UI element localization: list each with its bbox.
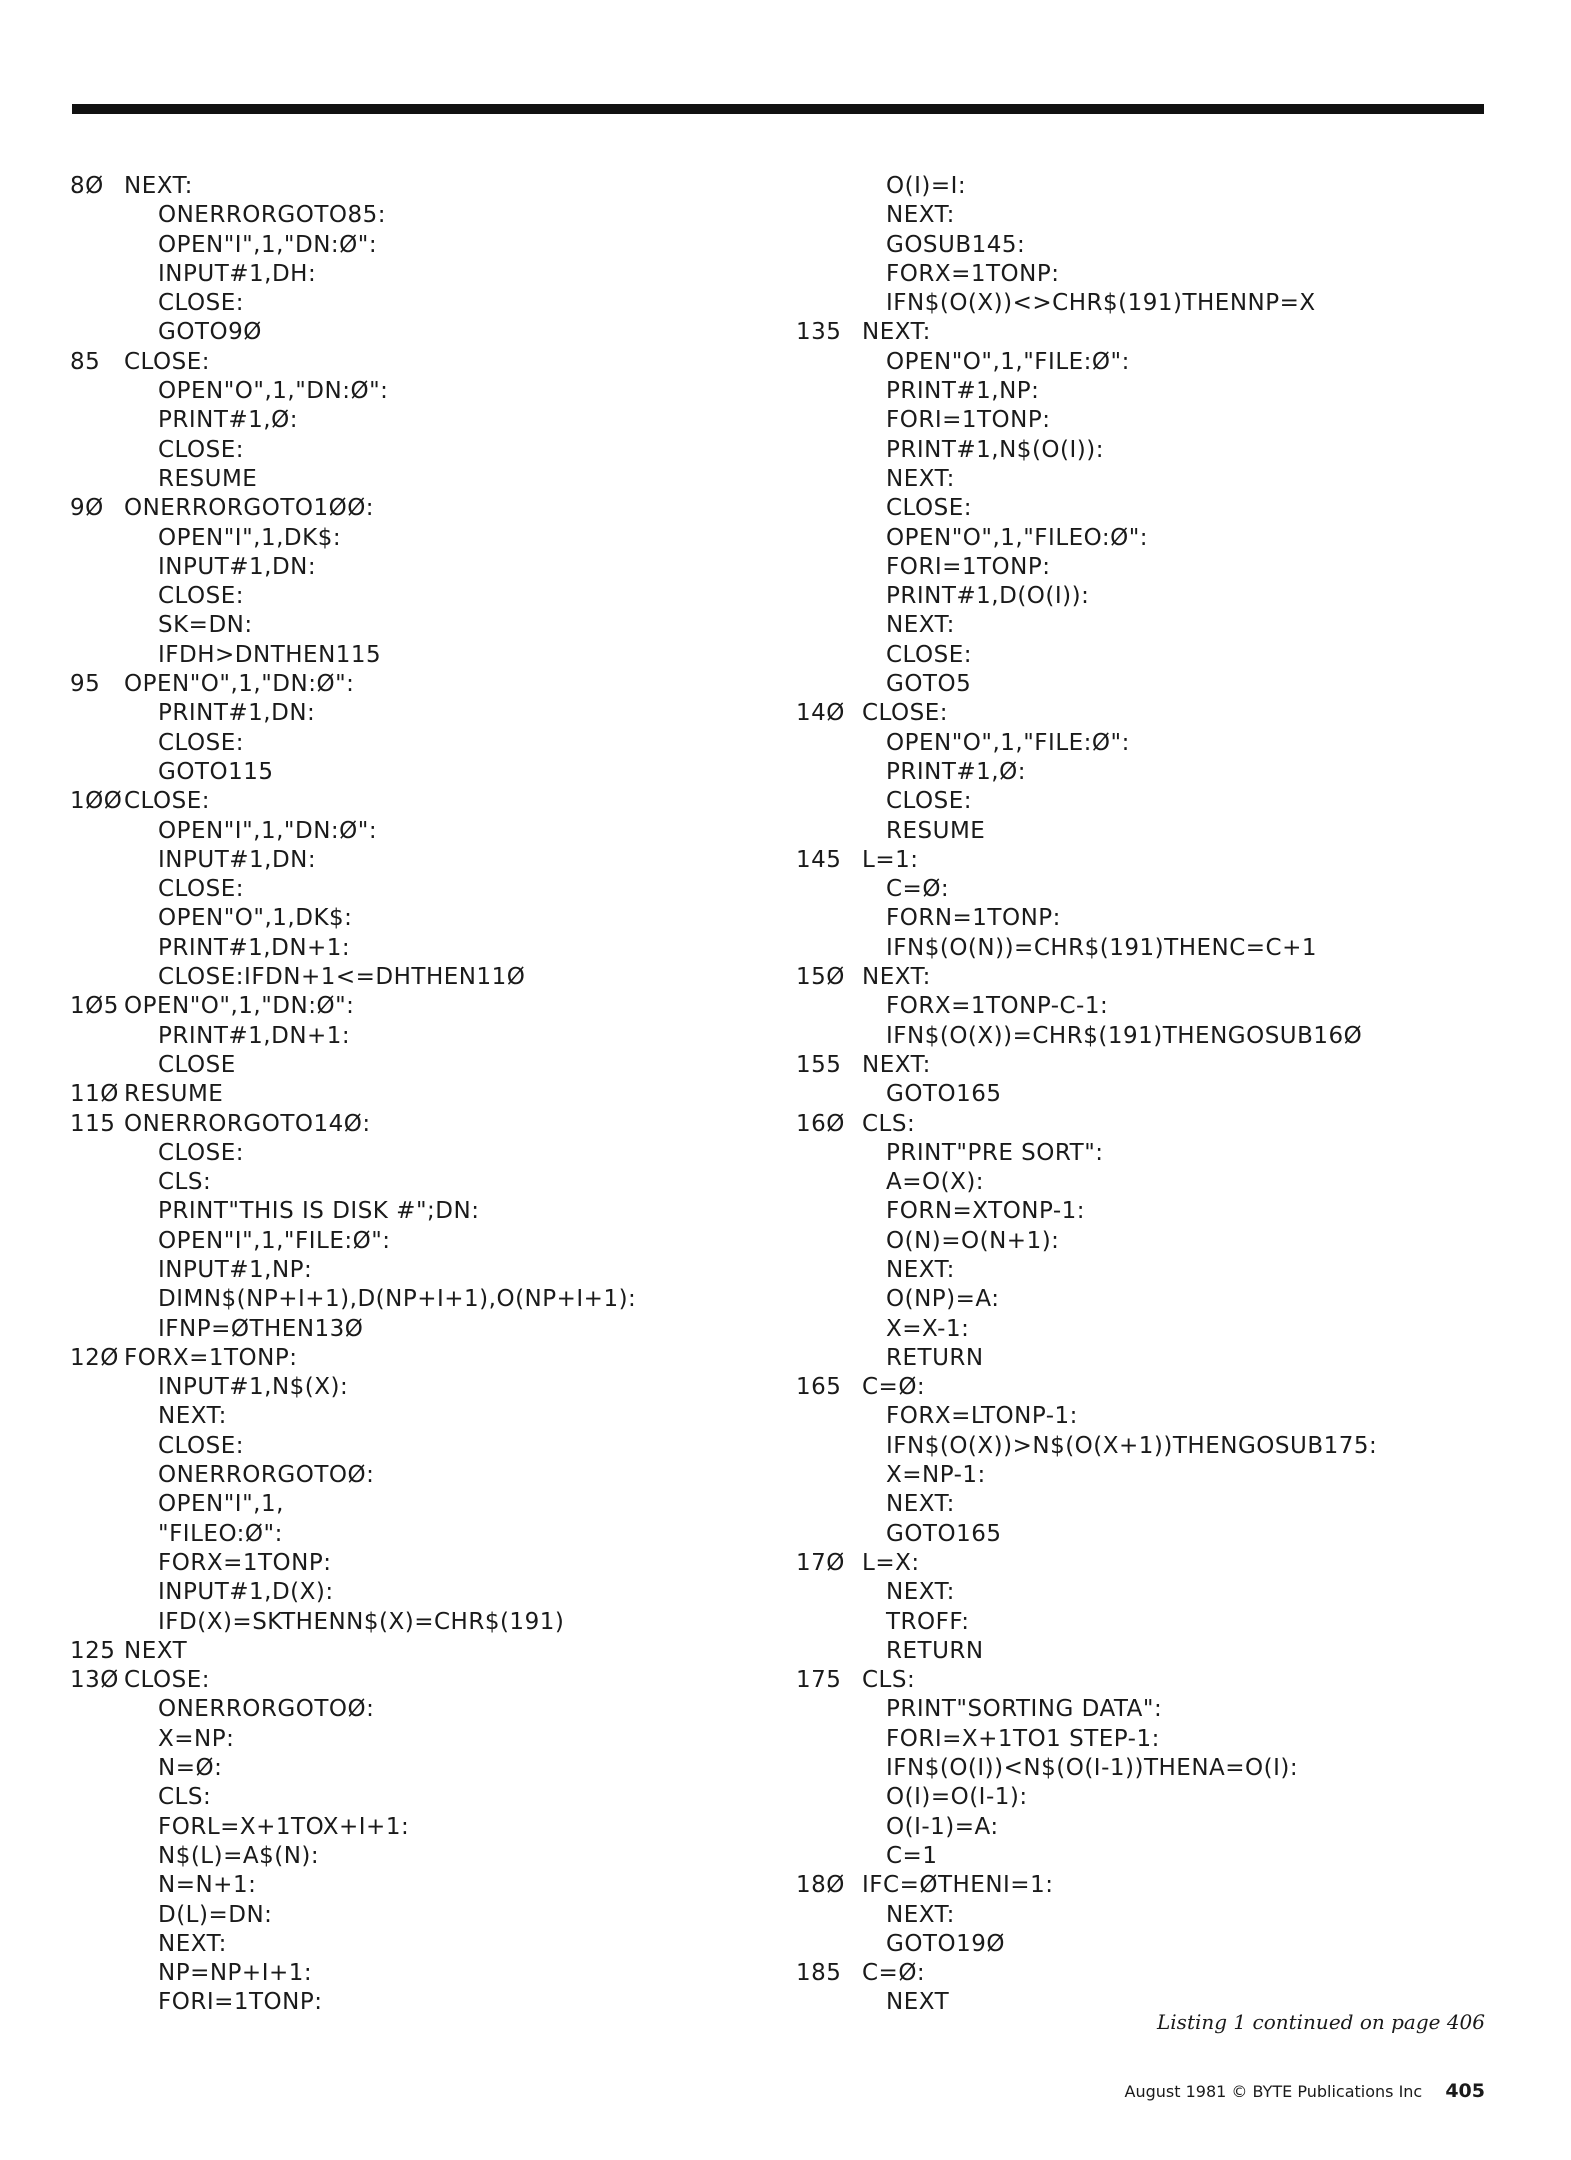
code-line	[796, 758, 1496, 787]
code-text: NEXT:	[886, 1579, 955, 1606]
code-line	[70, 611, 790, 640]
code-line	[796, 1666, 1496, 1695]
code-text: O(I-1)=A:	[886, 1813, 999, 1840]
code-line	[796, 318, 1496, 347]
code-line	[70, 787, 790, 816]
line-number: 13Ø	[70, 1667, 119, 1694]
code-text: N=N+1:	[158, 1872, 257, 1899]
code-text: CLOSE:	[124, 788, 211, 815]
code-text: CLOSE:	[158, 729, 245, 756]
code-line	[796, 1813, 1496, 1842]
code-line	[796, 465, 1496, 494]
line-number: 1Ø5	[70, 993, 119, 1020]
code-text: RETURN	[886, 1637, 984, 1664]
code-text: OPEN"O",1,"DN:Ø":	[124, 671, 355, 698]
code-line	[70, 1666, 790, 1695]
code-text: OPEN"I",1,DK$:	[158, 524, 342, 551]
code-line	[796, 699, 1496, 728]
code-line	[796, 1168, 1496, 1197]
code-text: X=NP:	[158, 1725, 235, 1752]
line-number: 17Ø	[796, 1549, 845, 1576]
code-line	[796, 1139, 1496, 1168]
code-text: FORI=1TONP:	[886, 407, 1051, 434]
code-line	[70, 1461, 790, 1490]
code-text: CLOSE:IFDN+1<=DHTHEN11Ø	[158, 964, 526, 991]
code-line	[70, 172, 790, 201]
code-text: DIMN$(NP+I+1),D(NP+I+1),O(NP+I+1):	[158, 1286, 637, 1313]
code-line	[796, 641, 1496, 670]
code-line	[70, 1022, 790, 1051]
code-line	[70, 1080, 790, 1109]
code-text: FORI=1TONP:	[886, 553, 1051, 580]
code-text: INPUT#1,NP:	[158, 1256, 313, 1283]
code-line	[70, 1110, 790, 1139]
listing-column-left	[70, 172, 790, 2018]
code-text: NEXT:	[124, 173, 193, 199]
code-text: OPEN"I",1,"FILE:Ø":	[158, 1227, 391, 1254]
code-line	[796, 670, 1496, 699]
code-text: NEXT:	[886, 202, 955, 229]
code-text: GOTO165	[886, 1520, 1002, 1547]
code-line	[796, 875, 1496, 904]
code-text: "FILEO:Ø":	[158, 1520, 283, 1547]
code-line	[70, 699, 790, 728]
code-line	[70, 1871, 790, 1900]
code-text: D(L)=DN:	[158, 1901, 273, 1928]
code-line	[70, 201, 790, 230]
code-text: L=1:	[862, 846, 919, 873]
code-line	[70, 553, 790, 582]
code-text: ONERRORGOTOØ:	[158, 1462, 375, 1489]
code-line	[796, 1402, 1496, 1431]
code-text: IFC=ØTHENI=1:	[862, 1872, 1054, 1899]
code-text: PRINT#1,DN+1:	[158, 934, 351, 961]
code-line	[796, 289, 1496, 318]
code-line	[796, 934, 1496, 963]
line-number: 135	[796, 319, 842, 346]
code-text: L=X:	[862, 1549, 920, 1576]
code-text: IFN$(O(N))=CHR$(191)THENC=C+1	[886, 934, 1318, 961]
code-text: OPEN"I",1,"DN:Ø":	[158, 231, 378, 258]
code-line	[70, 436, 790, 465]
code-line	[70, 729, 790, 758]
code-line	[70, 1432, 790, 1461]
code-line	[796, 1695, 1496, 1724]
code-text: CLS:	[158, 1169, 212, 1196]
code-text: TROFF:	[886, 1608, 970, 1635]
code-text: FORI=X+1TO1 STEP-1:	[886, 1725, 1160, 1752]
code-text: CLOSE:	[158, 436, 245, 463]
code-line	[70, 348, 790, 377]
code-line	[796, 1227, 1496, 1256]
code-text: NEXT:	[886, 1491, 955, 1518]
page-number: 405	[1445, 2080, 1485, 2102]
code-text: PRINT#1,D(O(I)):	[886, 583, 1090, 610]
code-text: N=Ø:	[158, 1755, 223, 1782]
code-text: PRINT#1,Ø:	[158, 407, 298, 434]
code-text: FORN=XTONP-1:	[886, 1198, 1086, 1225]
code-line	[70, 406, 790, 435]
code-line	[796, 1490, 1496, 1519]
line-number: 11Ø	[70, 1081, 119, 1108]
code-line	[796, 582, 1496, 611]
code-line	[70, 1168, 790, 1197]
code-line	[796, 406, 1496, 435]
code-line	[70, 1490, 790, 1519]
line-number: 155	[796, 1051, 842, 1078]
code-line	[796, 201, 1496, 230]
code-text: CLOSE:	[124, 348, 211, 375]
code-line	[70, 817, 790, 846]
code-line	[70, 524, 790, 553]
code-line	[70, 1549, 790, 1578]
code-text: NEXT:	[886, 1256, 955, 1283]
code-text: RESUME	[886, 817, 986, 844]
code-line	[70, 1578, 790, 1607]
code-text: FORL=X+1TOX+I+1:	[158, 1813, 410, 1840]
code-line	[70, 963, 790, 992]
code-line	[70, 1256, 790, 1285]
code-text: IFNP=ØTHEN13Ø	[158, 1315, 364, 1342]
code-text: FORX=1TONP:	[886, 260, 1060, 287]
code-text: OPEN"O",1,"FILE:Ø":	[886, 348, 1130, 375]
code-text: FORX=1TONP:	[124, 1344, 298, 1371]
code-text: CLOSE:	[886, 641, 973, 668]
code-line	[796, 1901, 1496, 1930]
code-text: CLS:	[862, 1110, 916, 1137]
code-text: INPUT#1,DN:	[158, 846, 317, 873]
code-line	[70, 377, 790, 406]
code-line	[796, 1930, 1496, 1959]
code-text: RESUME	[158, 465, 258, 492]
code-text: IFD(X)=SKTHENN$(X)=CHR$(191)	[158, 1608, 565, 1635]
code-line	[796, 1344, 1496, 1373]
code-line	[70, 1754, 790, 1783]
code-text: NEXT:	[158, 1930, 227, 1957]
code-text: NEXT:	[158, 1403, 227, 1430]
code-line	[70, 1608, 790, 1637]
page-footer	[1125, 2080, 1485, 2102]
line-number: 1ØØ	[70, 788, 123, 815]
code-line	[796, 963, 1496, 992]
code-text: NP=NP+I+1:	[158, 1960, 313, 1987]
code-line	[796, 553, 1496, 582]
line-number: 185	[796, 1960, 842, 1987]
code-text: GOTO19Ø	[886, 1930, 1005, 1957]
code-text: GOSUB145:	[886, 231, 1026, 258]
line-number: 95	[70, 671, 101, 698]
code-text: PRINT"PRE SORT":	[886, 1139, 1104, 1166]
code-line	[70, 1842, 790, 1871]
code-text: GOTO9Ø	[158, 319, 262, 346]
code-text: ONERRORGOTO1ØØ:	[124, 495, 375, 522]
code-line	[796, 1022, 1496, 1051]
code-line	[796, 1197, 1496, 1226]
code-text: O(I)=O(I-1):	[886, 1784, 1028, 1811]
code-line	[796, 1608, 1496, 1637]
code-text: IFN$(O(X))=CHR$(191)THENGOSUB16Ø	[886, 1022, 1363, 1049]
code-line	[70, 1227, 790, 1256]
code-text: IFDH>DNTHEN115	[158, 641, 382, 668]
code-text: OPEN"O",1,"FILE:Ø":	[886, 729, 1130, 756]
code-text: A=O(X):	[886, 1169, 985, 1196]
code-line	[70, 1783, 790, 1812]
code-line	[796, 729, 1496, 758]
code-text: X=X-1:	[886, 1315, 970, 1342]
footer-credit: August 1981 © BYTE Publications Inc	[1124, 2082, 1423, 2101]
code-line	[796, 1285, 1496, 1314]
code-line	[70, 1139, 790, 1168]
code-line	[70, 289, 790, 318]
code-text: NEXT:	[862, 964, 931, 991]
listing-column-right	[796, 172, 1496, 2018]
code-text: INPUT#1,DH:	[158, 260, 317, 287]
code-text: PRINT"THIS IS DISK #";DN:	[158, 1198, 480, 1225]
code-line	[796, 377, 1496, 406]
code-line	[70, 1520, 790, 1549]
code-text: OPEN"O",1,"DN:Ø":	[124, 993, 355, 1020]
code-text: OPEN"O",1,DK$:	[158, 905, 353, 932]
code-line	[796, 1754, 1496, 1783]
code-line	[796, 260, 1496, 289]
code-text: CLOSE:	[158, 1139, 245, 1166]
line-number: 9Ø	[70, 495, 104, 522]
code-text: SK=DN:	[158, 612, 253, 639]
line-number: 16Ø	[796, 1110, 845, 1137]
code-line	[796, 1520, 1496, 1549]
code-line	[70, 1373, 790, 1402]
code-text: PRINT"SORTING DATA":	[886, 1696, 1163, 1723]
line-number: 145	[796, 846, 842, 873]
code-line	[70, 1197, 790, 1226]
code-line	[70, 1930, 790, 1959]
code-line	[796, 1959, 1496, 1988]
code-text: OPEN"O",1,"FILEO:Ø":	[886, 524, 1149, 551]
line-number: 125	[70, 1637, 116, 1664]
code-line	[70, 904, 790, 933]
code-line	[70, 1813, 790, 1842]
code-line	[70, 641, 790, 670]
code-text: CLOSE:	[158, 290, 245, 317]
code-text: CLS:	[158, 1784, 212, 1811]
line-number: 12Ø	[70, 1344, 119, 1371]
code-line	[70, 1988, 790, 2017]
code-line	[796, 1051, 1496, 1080]
code-line	[796, 904, 1496, 933]
line-number: 14Ø	[796, 700, 845, 727]
code-line	[70, 1315, 790, 1344]
code-line	[796, 1432, 1496, 1461]
code-text: CLOSE	[158, 1051, 236, 1078]
code-text: CLOSE:	[158, 1432, 245, 1459]
code-line	[796, 1110, 1496, 1139]
line-number: 85	[70, 348, 101, 375]
code-line	[70, 670, 790, 699]
code-text: C=Ø:	[862, 1960, 926, 1987]
code-line	[796, 524, 1496, 553]
code-text: NEXT:	[886, 465, 955, 492]
code-text: FORN=1TONP:	[886, 905, 1061, 932]
code-line	[796, 787, 1496, 816]
code-text: RETURN	[886, 1344, 984, 1371]
code-text: NEXT	[124, 1637, 188, 1664]
code-line	[70, 1725, 790, 1754]
code-line	[796, 992, 1496, 1021]
line-number: 165	[796, 1374, 842, 1401]
code-text: GOTO165	[886, 1081, 1002, 1108]
code-text: O(NP)=A:	[886, 1286, 1000, 1313]
code-line	[796, 494, 1496, 523]
code-text: RESUME	[124, 1081, 224, 1108]
code-line	[70, 1402, 790, 1431]
code-text: INPUT#1,N$(X):	[158, 1374, 349, 1401]
code-line	[70, 1959, 790, 1988]
code-text: N$(L)=A$(N):	[158, 1842, 320, 1869]
code-line	[796, 611, 1496, 640]
code-line	[70, 1901, 790, 1930]
code-text: NEXT:	[862, 319, 931, 346]
code-line	[796, 1725, 1496, 1754]
code-line	[70, 1051, 790, 1080]
code-text: PRINT#1,N$(O(I)):	[886, 436, 1104, 463]
code-line	[70, 318, 790, 347]
code-line	[70, 582, 790, 611]
code-text: PRINT#1,Ø:	[886, 758, 1026, 785]
code-line	[796, 1549, 1496, 1578]
line-number: 175	[796, 1667, 842, 1694]
code-line	[70, 1285, 790, 1314]
code-line	[796, 172, 1496, 201]
code-text: NEXT:	[862, 1051, 931, 1078]
code-line	[70, 1695, 790, 1724]
code-line	[70, 465, 790, 494]
code-line	[796, 1461, 1496, 1490]
code-text: O(I)=I:	[886, 173, 967, 199]
code-text: GOTO5	[886, 671, 972, 698]
line-number: 8Ø	[70, 173, 104, 199]
code-text: C=Ø:	[886, 876, 950, 903]
code-text: PRINT#1,DN+1:	[158, 1022, 351, 1049]
code-line	[796, 817, 1496, 846]
code-text: ONERRORGOTOØ:	[158, 1696, 375, 1723]
code-line	[796, 1080, 1496, 1109]
line-number: 15Ø	[796, 964, 845, 991]
code-text: CLS:	[862, 1667, 916, 1694]
code-text: OPEN"O",1,"DN:Ø":	[158, 378, 389, 405]
code-text: INPUT#1,DN:	[158, 553, 317, 580]
code-text: IFN$(O(X))>N$(O(X+1))THENGOSUB175:	[886, 1432, 1378, 1459]
code-text: PRINT#1,DN:	[158, 700, 316, 727]
code-text: C=Ø:	[862, 1374, 926, 1401]
continued-note: Listing 1 continued on page 406	[1157, 2010, 1485, 2034]
code-text: OPEN"I",1,	[158, 1491, 284, 1518]
code-line	[70, 494, 790, 523]
code-text: GOTO115	[158, 758, 274, 785]
code-text: IFN$(O(X))<>CHR$(191)THENNP=X	[886, 290, 1316, 317]
top-rule	[72, 104, 1484, 114]
code-text: CLOSE:	[886, 788, 973, 815]
code-text: CLOSE:	[124, 1667, 211, 1694]
code-text: ONERRORGOTO14Ø:	[124, 1110, 371, 1137]
code-line	[796, 1256, 1496, 1285]
line-number: 18Ø	[796, 1872, 845, 1899]
code-line	[796, 1373, 1496, 1402]
code-line	[70, 934, 790, 963]
code-line	[796, 436, 1496, 465]
code-line	[70, 846, 790, 875]
code-text: O(N)=O(N+1):	[886, 1227, 1060, 1254]
code-line	[70, 260, 790, 289]
code-text: OPEN"I",1,"DN:Ø":	[158, 817, 378, 844]
code-line	[796, 231, 1496, 260]
code-line	[796, 1578, 1496, 1607]
code-line	[796, 1783, 1496, 1812]
code-text: CLOSE:	[158, 876, 245, 903]
code-text: FORX=1TONP:	[158, 1549, 332, 1576]
code-text: CLOSE:	[862, 700, 949, 727]
code-text: NEXT:	[886, 612, 955, 639]
code-line	[70, 1637, 790, 1666]
code-text: PRINT#1,NP:	[886, 378, 1040, 405]
code-line	[796, 1871, 1496, 1900]
code-text: IFN$(O(I))<N$(O(I-1))THENA=O(I):	[886, 1755, 1299, 1782]
code-line	[70, 875, 790, 904]
code-line	[70, 758, 790, 787]
code-text: NEXT	[886, 1989, 950, 2016]
code-line	[796, 348, 1496, 377]
code-line	[796, 846, 1496, 875]
code-text: FORX=LTONP-1:	[886, 1403, 1078, 1430]
code-text: ONERRORGOTO85:	[158, 202, 386, 229]
code-line	[70, 992, 790, 1021]
code-text: X=NP-1:	[886, 1462, 986, 1489]
code-text: INPUT#1,D(X):	[158, 1579, 334, 1606]
code-text: CLOSE:	[158, 583, 245, 610]
code-line	[796, 1842, 1496, 1871]
code-line	[796, 1315, 1496, 1344]
code-line	[796, 1637, 1496, 1666]
code-text: C=1	[886, 1842, 938, 1869]
code-text: FORI=1TONP:	[158, 1989, 323, 2016]
code-line	[70, 1344, 790, 1373]
code-text: CLOSE:	[886, 495, 973, 522]
code-line	[70, 231, 790, 260]
code-text: FORX=1TONP-C-1:	[886, 993, 1109, 1020]
code-text: NEXT:	[886, 1901, 955, 1928]
line-number: 115	[70, 1110, 116, 1137]
